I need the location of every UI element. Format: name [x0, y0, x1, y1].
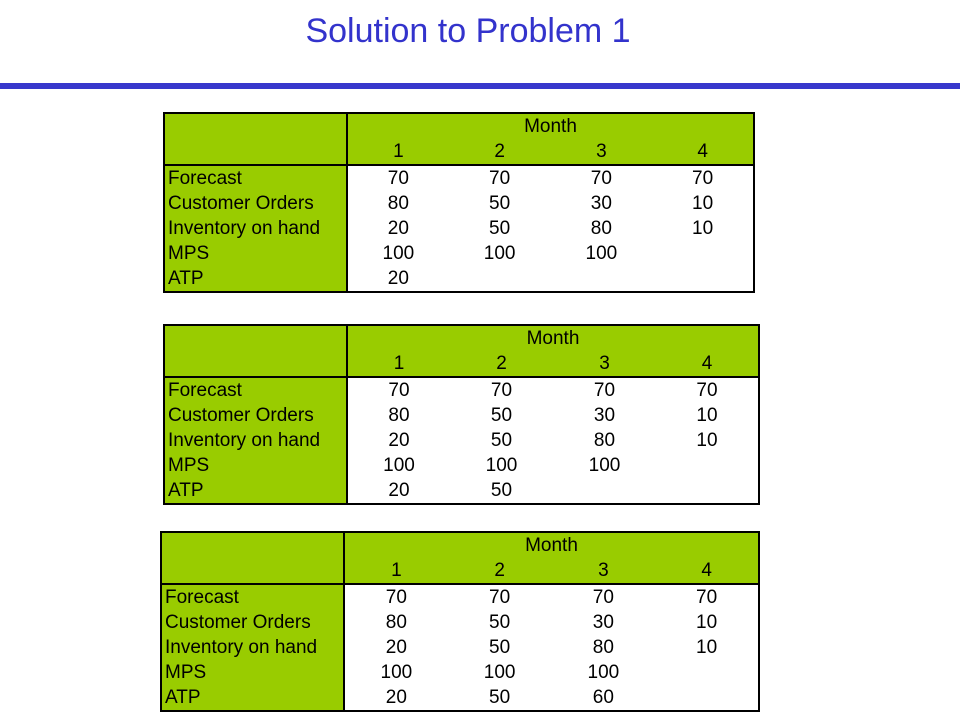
row-label-forecast: Forecast — [164, 165, 347, 191]
table-cell: 100 — [485, 455, 518, 476]
period-header: 1 — [347, 139, 449, 165]
table-cell: 30 — [590, 193, 612, 214]
row-label-customer-orders: Customer Orders — [164, 403, 347, 428]
table-cell: 50 — [489, 612, 511, 633]
row-label-customer-orders: Customer Orders — [164, 191, 347, 216]
table-cell: 70 — [656, 377, 759, 403]
table-cell: 100 — [483, 662, 516, 683]
row-label-atp: ATP — [164, 478, 347, 504]
table-cell: 30 — [592, 612, 614, 633]
table-cell: 10 — [656, 403, 759, 428]
table-cell: 80 — [592, 637, 614, 658]
table-cell: 20 — [344, 685, 448, 711]
table-cell — [553, 478, 656, 504]
table-cell — [449, 266, 551, 292]
table-cell: 60 — [552, 685, 656, 711]
table-cell: 100 — [588, 455, 621, 476]
header-blank-cell — [164, 351, 347, 377]
period-header: 2 — [450, 351, 553, 377]
period-header: 4 — [652, 139, 754, 165]
table-cell: 50 — [489, 637, 511, 658]
table-cell: 70 — [387, 168, 409, 189]
table-cell: 20 — [385, 637, 407, 658]
month-header: Month — [344, 532, 759, 558]
table-cell: 50 — [490, 405, 513, 426]
month-header: Month — [347, 113, 754, 139]
table-cell: 70 — [388, 380, 410, 401]
header-blank-cell — [161, 532, 344, 558]
period-header: 2 — [449, 139, 551, 165]
table-cell — [652, 241, 754, 266]
period-header: 2 — [448, 558, 552, 584]
row-label-atp: ATP — [164, 266, 347, 292]
table-cell: 70 — [655, 584, 759, 610]
table-cell: 100 — [380, 662, 413, 683]
table-cell: 50 — [490, 430, 513, 451]
period-header: 3 — [552, 558, 656, 584]
row-label-atp: ATP — [161, 685, 344, 711]
table-cell — [656, 453, 759, 478]
table-cell: 30 — [593, 405, 616, 426]
table-cell: 70 — [385, 587, 407, 608]
header-blank-cell — [164, 113, 347, 139]
table-cell: 10 — [652, 191, 754, 216]
period-header: 1 — [347, 351, 450, 377]
table-cell: 20 — [387, 218, 409, 239]
table-cell — [656, 478, 759, 504]
row-label-mps: MPS — [164, 241, 347, 266]
table-cell — [551, 266, 653, 292]
mps-table-3 — [160, 531, 760, 712]
table-cell: 10 — [656, 428, 759, 453]
table-cell: 70 — [593, 380, 616, 401]
period-header: 3 — [551, 139, 653, 165]
table-cell: 70 — [590, 168, 612, 189]
table-cell: 10 — [655, 610, 759, 635]
table-cell: 10 — [652, 216, 754, 241]
month-header: Month — [347, 325, 759, 351]
row-label-inventory: Inventory on hand — [164, 428, 347, 453]
table-cell: 80 — [387, 193, 409, 214]
mps-table-1 — [163, 112, 755, 293]
table-cell — [655, 660, 759, 685]
table-cell — [655, 685, 759, 711]
table-cell — [652, 266, 754, 292]
table-cell: 70 — [489, 168, 511, 189]
header-blank-cell — [161, 558, 344, 584]
row-label-mps: MPS — [164, 453, 347, 478]
table-cell: 20 — [388, 430, 410, 451]
table-cell: 80 — [385, 612, 407, 633]
table-cell: 80 — [593, 430, 616, 451]
mps-table-2 — [163, 324, 760, 505]
table-cell: 100 — [382, 243, 415, 264]
row-label-forecast: Forecast — [164, 377, 347, 403]
row-label-mps: MPS — [161, 660, 344, 685]
table-cell: 20 — [347, 478, 450, 504]
table-cell: 100 — [585, 243, 618, 264]
table-cell: 70 — [489, 587, 511, 608]
table-cell: 70 — [652, 165, 754, 191]
header-blank-cell — [164, 325, 347, 351]
row-label-inventory: Inventory on hand — [161, 635, 344, 660]
period-header: 4 — [655, 558, 759, 584]
title-divider — [0, 83, 960, 89]
table-cell: 70 — [592, 587, 614, 608]
header-blank-cell — [164, 139, 347, 165]
table-cell: 50 — [489, 218, 511, 239]
period-header: 3 — [553, 351, 656, 377]
table-cell: 50 — [450, 478, 553, 504]
table-cell: 100 — [587, 662, 620, 683]
table-cell: 10 — [655, 635, 759, 660]
row-label-forecast: Forecast — [161, 584, 344, 610]
table-cell: 50 — [489, 193, 511, 214]
table-cell: 100 — [383, 455, 415, 476]
table-cell: 80 — [388, 405, 410, 426]
row-label-inventory: Inventory on hand — [164, 216, 347, 241]
period-header: 4 — [656, 351, 759, 377]
table-cell: 100 — [483, 243, 516, 264]
table-cell: 20 — [347, 266, 449, 292]
table-cell: 80 — [590, 218, 612, 239]
table-cell: 70 — [490, 380, 513, 401]
row-label-customer-orders: Customer Orders — [161, 610, 344, 635]
table-cell: 50 — [448, 685, 552, 711]
page-title: Solution to Problem 1 — [305, 12, 631, 50]
period-header: 1 — [344, 558, 448, 584]
